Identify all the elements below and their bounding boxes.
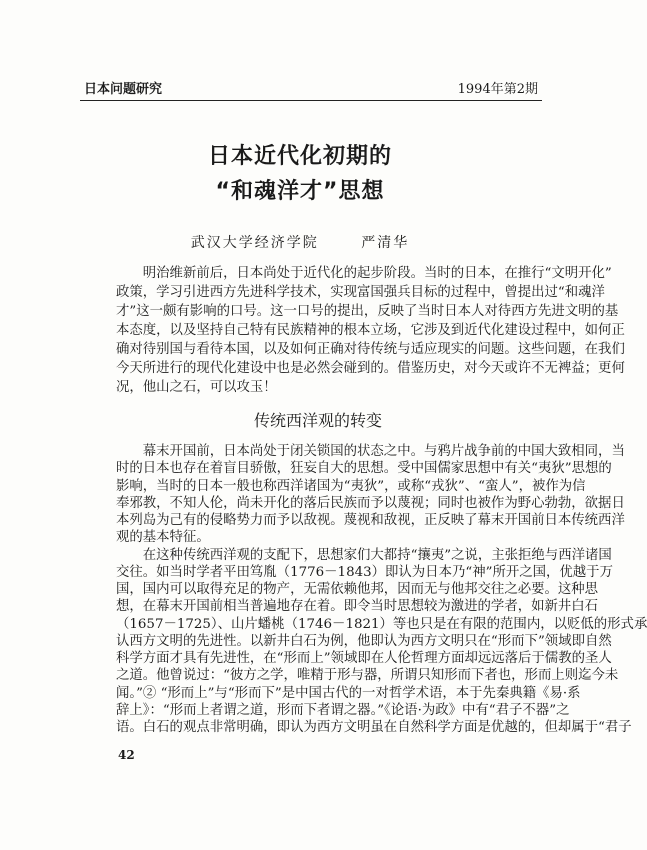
- text-line: 幕末开国前，日本尚处于闭关锁国的状态之中。与鸦片战争前的中国大致相同，当: [116, 444, 625, 459]
- text-line: 语。白石的观点非常明确，即认为西方文明虽在自然科学方面是优越的，但却属于“君子: [116, 720, 632, 735]
- author-affiliation: 武汉大学经济学院: [190, 235, 319, 251]
- text-line: 辞上》：“形而上者谓之道，形而下者谓之器。”《论语·为政》中有“君子不器”之: [116, 702, 570, 718]
- page-number: 42: [118, 748, 135, 762]
- text-line: 时的日本也存在着盲目骄傲，狂妄自大的思想。受中国儒家思想中有关“夷狄”思想的: [116, 461, 612, 477]
- text-line: 奉邪教，不知人伦，尚未开化的落后民族而予以蔑视；同时也被作为野心勃勃，欲据日: [116, 495, 625, 511]
- intro-paragraph: [116, 264, 625, 397]
- text-line: 想，在幕末开国前相当普遍地存在着。即令当时思想较为激进的学者，如新井白石: [116, 599, 599, 615]
- body-text: [116, 443, 647, 736]
- author-line: [0, 234, 600, 252]
- author-name: 严清华: [361, 235, 410, 251]
- text-line: 影响，当时的日本一般也称西洋诸国为“夷狄”，或称“戎狄”、“蛮人”，被作为信: [116, 478, 586, 494]
- text-line: 今天所进行的现代化建设中也是必然会碰到的。借鉴历史，对今天或许不无裨益；更何: [116, 361, 625, 376]
- text-line: 科学方面才具有先进性，在“形而上”领域即在人伦哲理方面却远远落后于儒教的圣人: [116, 651, 612, 666]
- journal-name: 日本问题研究: [84, 82, 163, 97]
- text-line: 之道。他曾说过：“彼方之学，唯精于形与器，所谓只知形而下者也，形而上则迄今未: [116, 668, 619, 684]
- text-line: 况，他山之石，可以攻玉！: [116, 380, 277, 395]
- text-line: 明治维新前后，日本尚处于近代化的起步阶段。当时的日本，在推行“文明开化”: [116, 266, 612, 281]
- text-line: 本列岛为己有的侵略势力而予以敌视。蔑视和敌视，正反映了幕末开国前日本传统西洋: [116, 513, 625, 528]
- article-title-line-2: “和魂洋才”思想: [215, 179, 385, 204]
- text-line: 确对待别国与看待本国，以及如何正确对待传统与适应现实的问题。这些问题，在我们: [116, 342, 625, 357]
- text-line: 交往。如当时学者平田笃胤（1776－1843）即认为日本乃“神”所开之国，优越于万: [116, 564, 613, 580]
- section-heading: 传统西洋观的转变: [253, 411, 382, 430]
- text-line: 认西方文明的先进性。以新井白石为例，他即认为西方文明只在“形而下”领域即自然: [116, 633, 612, 649]
- text-line: 才”这一颇有影响的口号。这一口号的提出，反映了当时日本人对待西方先进文明的基: [116, 304, 619, 319]
- header-rule: [80, 100, 542, 101]
- text-line: 闻。”② “形而上”与“形而下”是中国古代的一对哲学术语，本于先秦典籍《易·系: [116, 685, 581, 701]
- text-line: 在这种传统西洋观的支配下，思想家们大都持“攘夷”之说，主张拒绝与西洋诸国: [116, 547, 612, 563]
- article-title-line-1: 日本近代化初期的: [207, 144, 392, 169]
- text-line: 本态度，以及坚持自己特有民族精神的根本立场，它涉及到近代化建设过程中，如何正: [116, 323, 625, 338]
- text-line: （1657－1725）、山片蟠桃（1746－1821）等也只是在有限的范围内，以贬低的形式承: [116, 616, 647, 632]
- text-line: 国，国内可以取得充足的物产，无需依赖他邦，因而无与他邦交往之必要。这种思: [116, 582, 599, 597]
- text-line: 观的基本特征。: [116, 530, 210, 546]
- issue-number: 1994年第2期: [457, 82, 538, 97]
- text-line: 政策，学习引进西方先进科学技术，实现富国强兵目标的过程中，曾提出过“和魂洋: [116, 285, 605, 300]
